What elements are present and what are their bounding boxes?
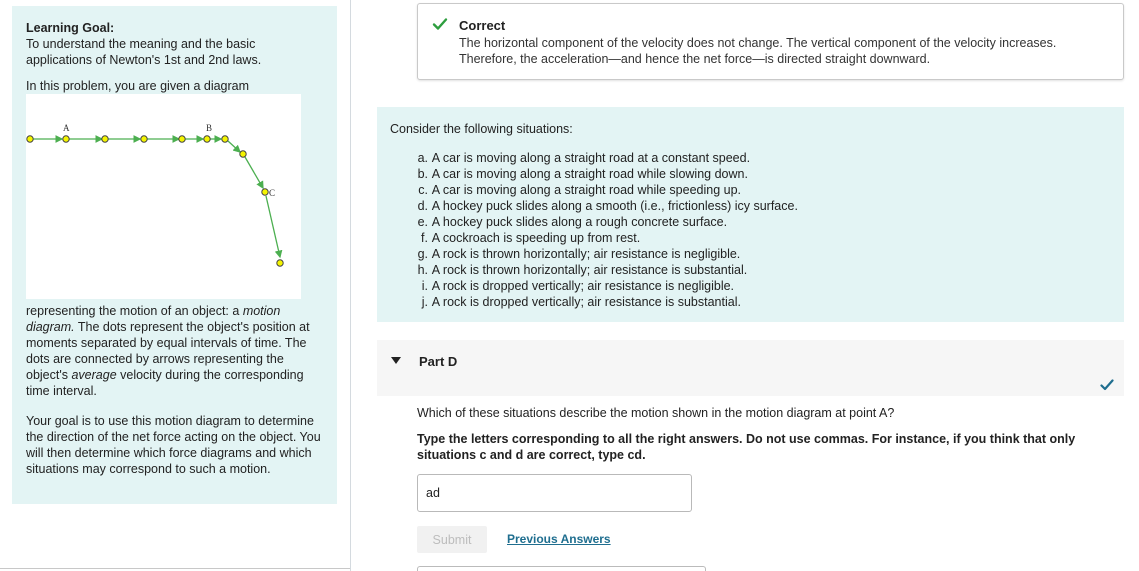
pane-divider (350, 0, 351, 571)
correct-feedback (417, 3, 1124, 80)
goal-paragraph: Your goal is to use this motion diagram to determine the direction of the net force acting on the object. You will then determine which force diagrams and which situations may correspond to such a motion. (26, 414, 321, 476)
checkmark-icon (432, 16, 448, 35)
average-term: average (71, 368, 117, 382)
instruction-part: Type the letters corresponding to all the right answers. Do not use commas. For instance, if you think that only situations c and d are correct, type (417, 432, 1076, 462)
item-letter: h. (417, 263, 428, 277)
position-dot (204, 136, 210, 142)
item-text: A car is moving along a straight road while slowing down. (431, 167, 748, 181)
situations-panel (377, 107, 1124, 322)
item-text: A rock is thrown horizontally; air resistance is negligible. (431, 247, 741, 261)
list-item (414, 230, 1111, 246)
description-text: The dots represent the object's position at moments separated by equal intervals of time. The dots are connected by arrows representing the object's (26, 320, 310, 382)
submit-button[interactable]: Submit (417, 526, 487, 553)
item-letter: d. (417, 199, 428, 213)
item-letter: e. (417, 215, 428, 229)
item-letter: c. (418, 183, 428, 197)
instruction-text (417, 431, 1117, 463)
situations-intro: Consider the following situations: (390, 122, 573, 136)
position-dot (277, 260, 283, 266)
motion-diagram-svg (26, 94, 301, 299)
item-text: A hockey puck slides along a smooth (i.e., frictionless) icy surface. (431, 199, 798, 213)
learning-goal-title: Learning Goal: (26, 21, 115, 35)
position-dot (222, 136, 228, 142)
point-a-label: A (63, 123, 70, 133)
learning-goal-text-1: To understand the meaning and the basic (26, 37, 256, 51)
item-text: A rock is dropped vertically; air resistance is substantial. (431, 295, 741, 309)
position-dot (63, 136, 69, 142)
position-dot (179, 136, 185, 142)
list-item (414, 214, 1111, 230)
item-letter: i. (421, 279, 428, 293)
description-text: representing the motion of an object: a (26, 304, 243, 318)
situations-list (414, 150, 1111, 310)
next-panel-edge (417, 566, 706, 571)
diagram-description (26, 303, 326, 477)
list-item (414, 262, 1111, 278)
point-c-label: C (269, 188, 276, 198)
item-letter: f. (421, 231, 428, 245)
learning-goal-text-2: applications of Newton's 1st and 2nd laws. (26, 53, 262, 67)
list-item (414, 246, 1111, 262)
item-letter: a. (417, 151, 428, 165)
item-text: A car is moving along a straight road at a constant speed. (431, 151, 751, 165)
part-d-header[interactable] (377, 340, 1124, 396)
velocity-arrow (245, 157, 263, 188)
list-item (414, 294, 1111, 310)
item-text: A rock is dropped vertically; air resistance is negligible. (431, 279, 735, 293)
instruction-part: . (642, 448, 646, 462)
position-dot (262, 189, 268, 195)
item-letter: j. (421, 295, 428, 309)
part-label: Part D (419, 354, 458, 369)
given-diagram-text: In this problem, you are given a diagram (26, 79, 250, 93)
velocity-arrow (266, 196, 280, 257)
description-text: velocity during the corresponding time interval. (26, 368, 304, 398)
position-dot (141, 136, 147, 142)
feedback-title: Correct (459, 18, 506, 33)
list-item (414, 198, 1111, 214)
instruction-example: cd (627, 448, 643, 462)
feedback-text (459, 35, 1109, 67)
answer-input[interactable] (417, 474, 692, 512)
bottom-rule (0, 568, 350, 569)
list-item (414, 150, 1111, 166)
caret-down-icon[interactable] (391, 357, 401, 364)
motion-diagram-term: motion diagram. (26, 304, 281, 334)
list-item (414, 278, 1111, 294)
description-paragraph (26, 303, 326, 399)
item-text: A cockroach is speeding up from rest. (431, 231, 641, 245)
feedback-line: The horizontal component of the velocity does not change. The vertical component of the velocity increases. (459, 36, 1057, 50)
list-item (414, 166, 1111, 182)
list-item (414, 182, 1111, 198)
item-text: A car is moving along a straight road while speeding up. (431, 183, 742, 197)
position-dot (27, 136, 33, 142)
velocity-arrow (228, 141, 240, 152)
item-text: A rock is thrown horizontally; air resistance is substantial. (431, 263, 748, 277)
item-letter: b. (417, 167, 428, 181)
position-dot (240, 151, 246, 157)
position-dot (102, 136, 108, 142)
part-complete-check-icon (1100, 379, 1114, 394)
item-letter: g. (417, 247, 428, 261)
point-b-label: B (206, 123, 213, 133)
motion-diagram (26, 94, 301, 299)
feedback-line: Therefore, the acceleration—and hence the net force—is directed straight downward. (459, 52, 931, 66)
previous-answers-link[interactable]: Previous Answers (507, 532, 611, 546)
item-text: A hockey puck slides along a rough concrete surface. (431, 215, 728, 229)
question-text: Which of these situations describe the motion shown in the motion diagram at point A? (417, 406, 895, 420)
learning-goal-panel (12, 6, 337, 504)
